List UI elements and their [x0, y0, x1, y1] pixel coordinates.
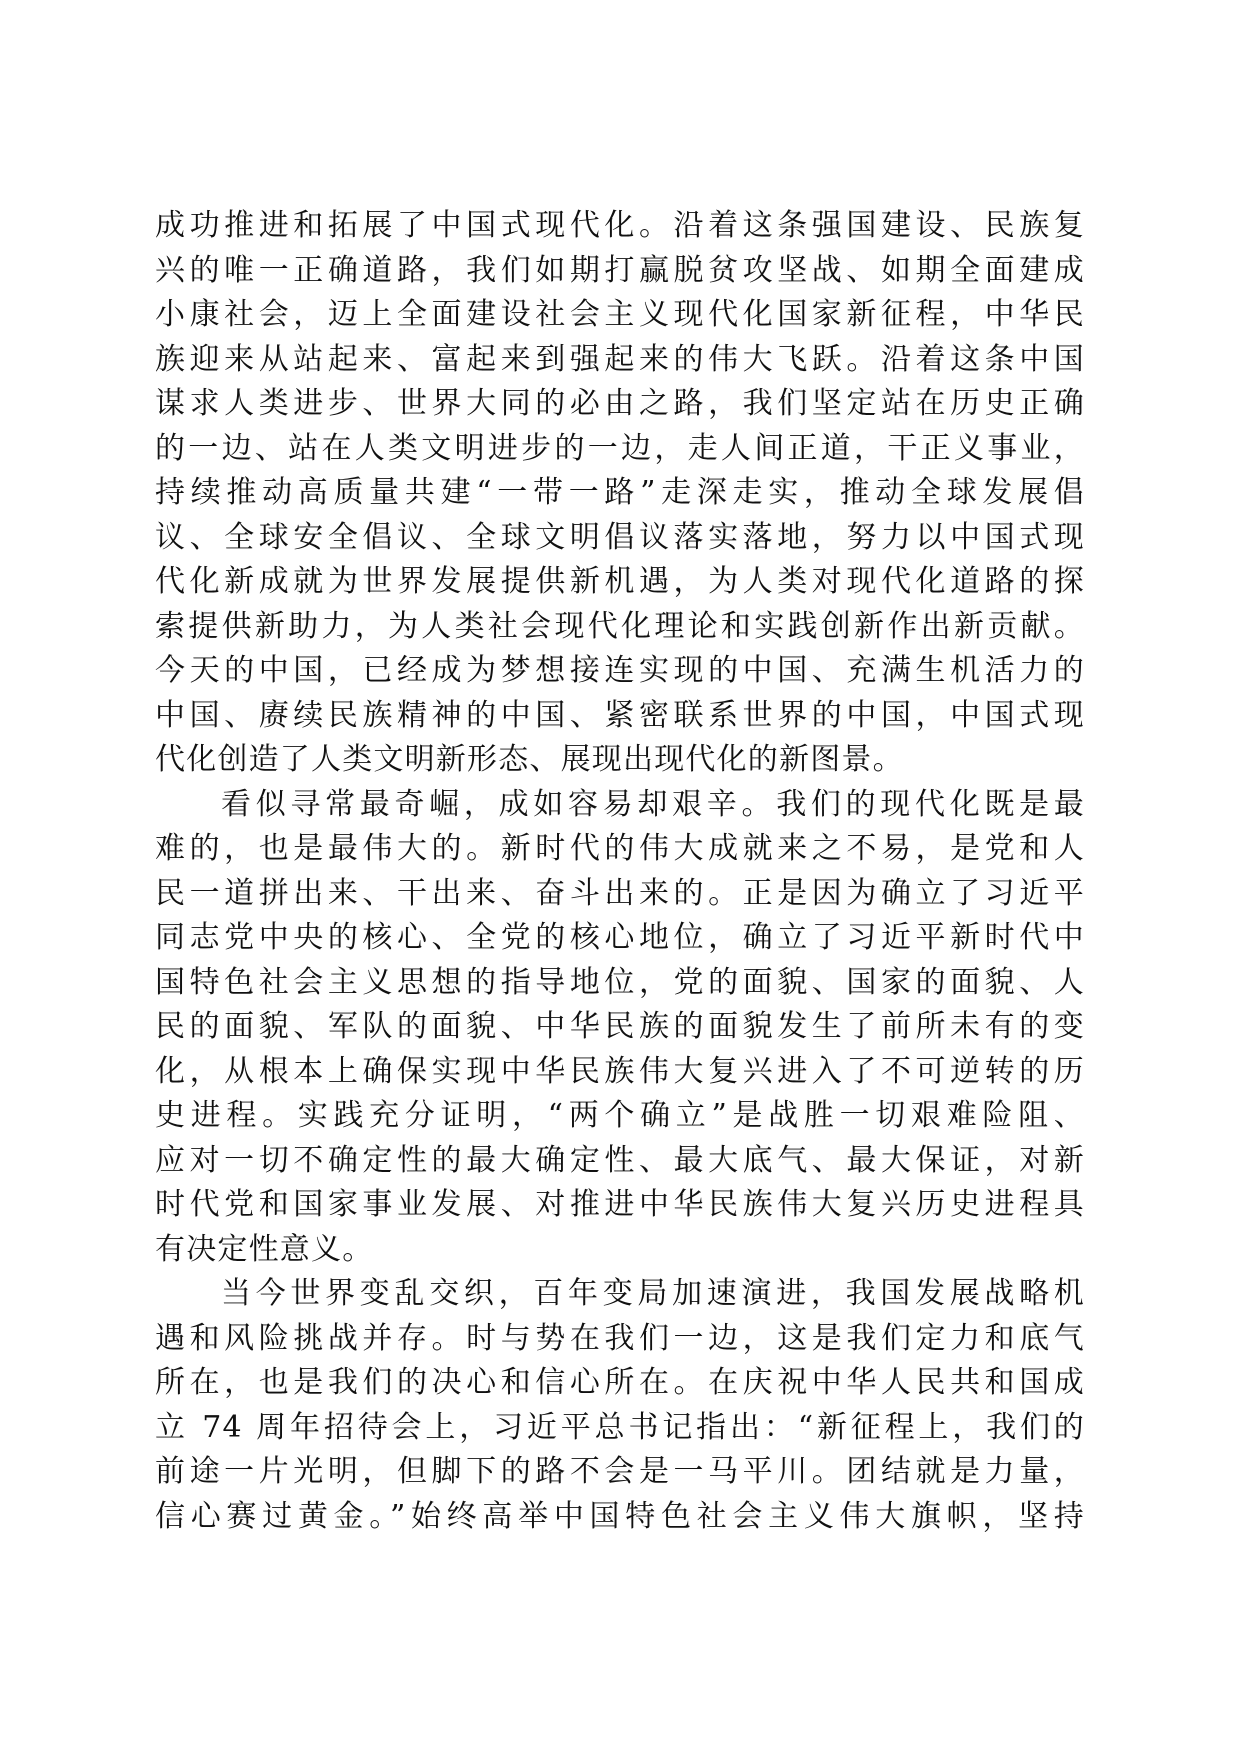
- document-body: [155, 204, 1085, 1539]
- text-line: 小康社会，迈上全面建设社会主义现代化国家新征程，中华民: [155, 297, 1085, 332]
- text-line: 族迎来从站起来、富起来到强起来的伟大飞跃。沿着这条中国: [155, 341, 1085, 377]
- paragraph-2: [155, 783, 1085, 1273]
- text-line: 难的，也是最伟大的。新时代的伟大成就来之不易，是党和人: [155, 831, 1085, 866]
- text-line: 当今世界变乱交织，百年变局加速演进，我国发展战略机: [221, 1276, 1085, 1311]
- paragraph-3: [155, 1272, 1085, 1539]
- text-line: 今天的中国，已经成为梦想接连实现的中国、充满生机活力的: [155, 653, 1085, 688]
- text-line: 遇和风险挑战并存。时与势在我们一边，这是我们定力和底气: [155, 1320, 1085, 1356]
- text-line: 代化新成就为世界发展提供新机遇，为人类对现代化道路的探: [155, 564, 1085, 599]
- text-line: 中国、赓续民族精神的中国、紧密联系世界的中国，中国式现: [155, 697, 1085, 733]
- text-line: 民一道拼出来、干出来、奋斗出来的。正是因为确立了习近平: [155, 875, 1085, 911]
- text-line: 谋求人类进步、世界大同的必由之路，我们坚定站在历史正确: [155, 386, 1085, 421]
- text-line: 兴的唯一正确道路，我们如期打赢脱贫攻坚战、如期全面建成: [155, 252, 1085, 288]
- text-line: 前途一片光明，但脚下的路不会是一马平川。团结就是力量，: [155, 1454, 1085, 1489]
- text-line: 持续推动高质量共建“一带一路”走深走实，推动全球发展倡: [155, 475, 1085, 510]
- text-line: 同志党中央的核心、全党的核心地位，确立了习近平新时代中: [155, 920, 1085, 955]
- text-line: 所在，也是我们的决心和信心所在。在庆祝中华人民共和国成: [155, 1365, 1085, 1400]
- text-line: 立 74 周年招待会上，习近平总书记指出：“新征程上，我们的: [155, 1409, 1085, 1445]
- text-line: 应对一切不确定性的最大确定性、最大底气、最大保证，对新: [155, 1142, 1085, 1178]
- text-line: 代化创造了人类文明新形态、展现出现代化的新图景。: [155, 742, 904, 777]
- text-line: 成功推进和拓展了中国式现代化。沿着这条强国建设、民族复: [155, 208, 1085, 243]
- text-line: 的一边、站在人类文明进步的一边，走人间正道，干正义事业，: [155, 430, 1085, 466]
- text-line: 信心赛过黄金。”始终高举中国特色社会主义伟大旗帜，坚持: [155, 1498, 1085, 1534]
- text-line: 国特色社会主义思想的指导地位，党的面貌、国家的面貌、人: [155, 964, 1085, 1000]
- text-line: 民的面貌、军队的面貌、中华民族的面貌发生了前所未有的变: [155, 1009, 1085, 1044]
- paragraph-1: [155, 204, 1085, 783]
- text-line: 看似寻常最奇崛，成如容易却艰辛。我们的现代化既是最: [221, 786, 1085, 822]
- text-line: 议、全球安全倡议、全球文明倡议落实落地，努力以中国式现: [155, 519, 1085, 555]
- text-line: 索提供新助力，为人类社会现代化理论和实践创新作出新贡献。: [155, 608, 1085, 644]
- text-line: 时代党和国家事业发展、对推进中华民族伟大复兴历史进程具: [155, 1187, 1085, 1222]
- text-line: 化，从根本上确保实现中华民族伟大复兴进入了不可逆转的历: [155, 1053, 1085, 1089]
- text-line: 史进程。实践充分证明，“两个确立”是战胜一切艰难险阻、: [155, 1098, 1085, 1133]
- text-line: 有决定性意义。: [155, 1231, 374, 1267]
